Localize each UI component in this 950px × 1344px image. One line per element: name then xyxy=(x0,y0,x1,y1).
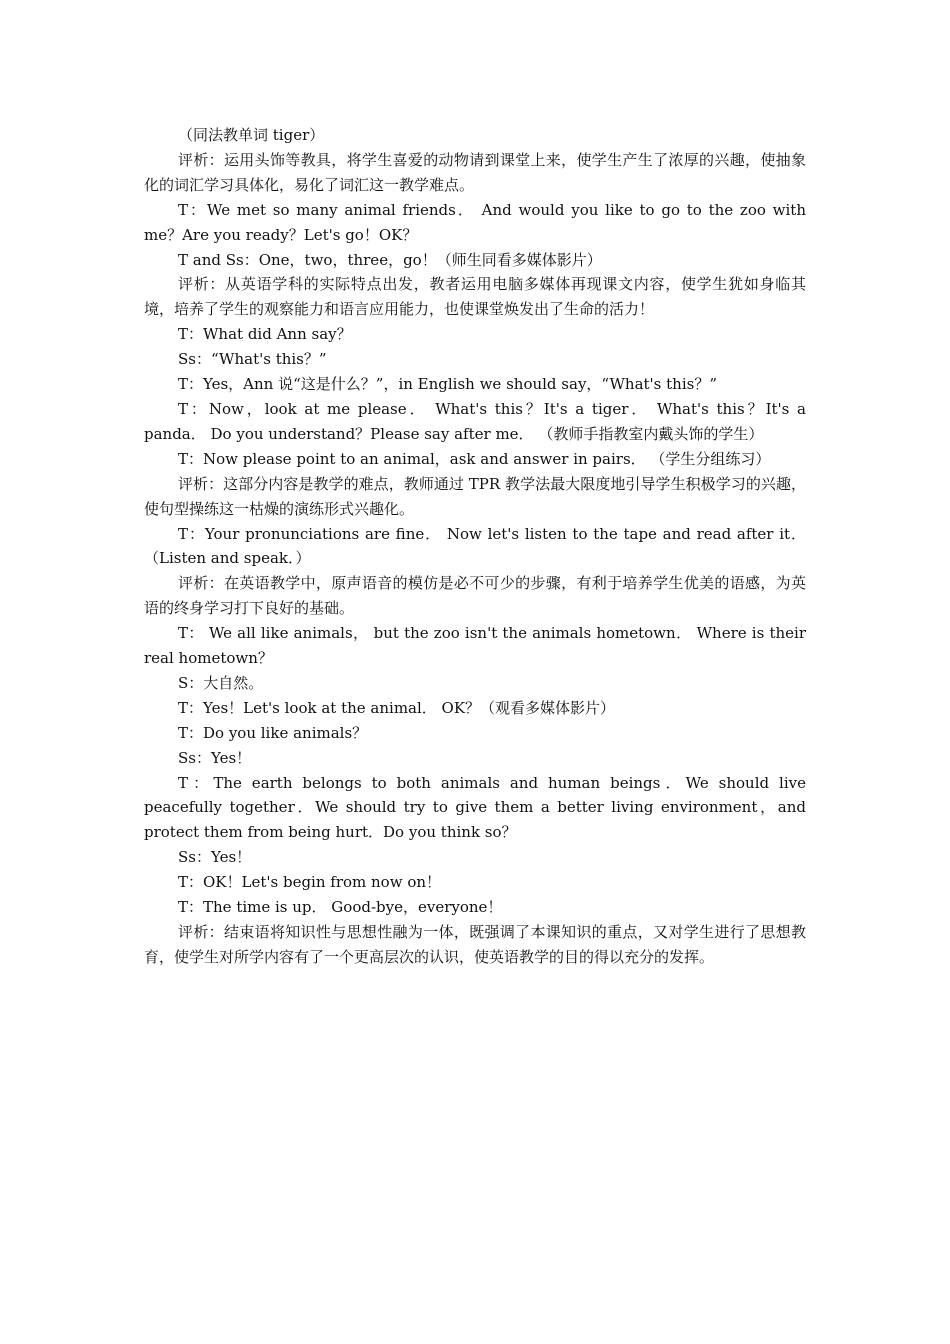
paragraph-20: Ss：Yes！ xyxy=(178,848,252,867)
paragraph-15: S：大自然。 xyxy=(178,673,264,692)
paragraph-8: T：Yes，Ann 说“这是什么？”，in English we should say，“What's this？” xyxy=(178,375,717,394)
paragraph-9: T：Now，look at me please． What's this？It's a tiger． What's this？It's a panda． Do you understand？Please say after me． （教师手指教室内戴头饰的学生） xyxy=(144,399,806,443)
paragraph-14: T： We all like animals， but the zoo isn't the animals hometown． Where is their real hometown？ xyxy=(144,624,806,668)
paragraph-22: T：The time is up． Good-bye，everyone！ xyxy=(178,898,503,917)
paragraph-10: T：Now please point to an animal，ask and answer in pairs． （学生分组练习） xyxy=(178,449,771,468)
paragraph-23: 评析：结束语将知识性与思想性融为一体，既强调了本课知识的重点，又对学生进行了思想教育，使学生对所学内容有了一个更高层次的认识，使英语教学的目的得以充分的发挥。 xyxy=(144,923,806,966)
paragraph-17: T：Do you like animals？ xyxy=(178,723,368,742)
paragraph-13: 评析：在英语教学中，原声语音的模仿是必不可少的步骤，有利于培养学生优美的语感，为英语的终身学习打下良好的基础。 xyxy=(144,574,806,618)
paragraph-2: 评析：运用头饰等教具，将学生喜爱的动物请到课堂上来，使学生产生了浓厚的兴趣，使抽象化的词汇学习具体化，易化了词汇这一教学难点。 xyxy=(144,150,806,194)
paragraph-1: （同法教单词 tiger） xyxy=(178,126,325,144)
paragraph-12: T：Your pronunciations are fine． Now let's listen to the tape and read after it． （Listen and speak．） xyxy=(144,524,806,568)
paragraph-21: T：OK！Let's begin from now on！ xyxy=(178,873,442,892)
document-body xyxy=(144,123,806,970)
paragraph-19: T：The earth belongs to both animals and human beings．We should live peacefully together．We should try to give them a better living environment，and protect them from being hurt．Do you think so？ xyxy=(144,773,806,842)
paragraph-11: 评析：这部分内容是教学的难点，教师通过 TPR 教学法最大限度地引导学生积极学习的兴趣，使句型操练这一枯燥的演练形式兴趣化。 xyxy=(144,474,806,518)
paragraph-4: T and Ss：One，two，three，go！（师生同看多媒体影片） xyxy=(178,250,602,269)
paragraph-18: Ss：Yes！ xyxy=(178,748,252,767)
paragraph-5: 评析：从英语学科的实际特点出发，教者运用电脑多媒体再现课文内容，使学生犹如身临其境，培养了学生的观察能力和语言应用能力，也使课堂焕发出了生命的活力！ xyxy=(144,275,806,319)
paragraph-16: T：Yes！Let's look at the animal． OK？（观看多媒体影片） xyxy=(178,698,616,717)
paragraph-3: T：We met so many animal friends． And would you like to go to the zoo with me？Are you ready？Let's go！OK？ xyxy=(144,200,806,244)
paragraph-6: T：What did Ann say？ xyxy=(178,325,352,344)
paragraph-7: Ss：“What's this？” xyxy=(178,350,327,369)
